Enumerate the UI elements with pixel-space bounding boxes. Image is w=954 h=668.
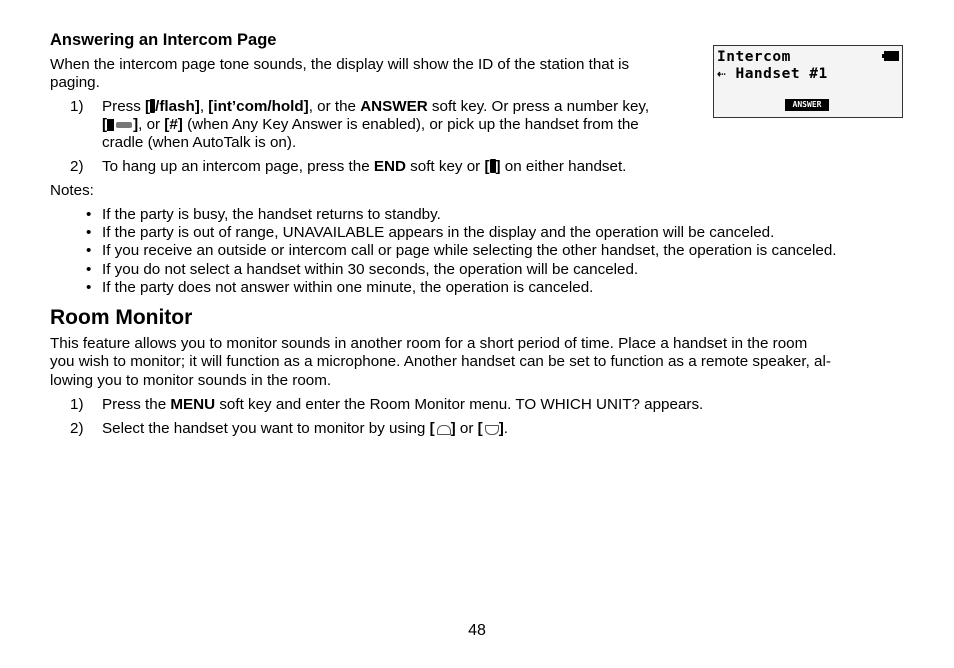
notes-label: Notes: xyxy=(50,182,94,199)
room-step1-line: Press the MENU soft key and enter the Room Monitor menu. TO WHICH UNIT? appears. xyxy=(102,396,704,413)
step-number: 1) xyxy=(70,396,84,413)
note-item: If you receive an outside or intercom call or page while selecting the other handset, the operation is canceled. xyxy=(102,242,837,259)
step-number: 1) xyxy=(70,98,84,115)
bullet: • xyxy=(86,206,92,223)
bullet: • xyxy=(86,242,92,259)
note-item: If the party is busy, the handset returns to standby. xyxy=(102,206,441,223)
lcd-answer-softkey: ANSWER xyxy=(785,99,829,111)
down-arrow-key-icon xyxy=(483,423,499,435)
step-text: Press xyxy=(102,98,146,115)
bullet: • xyxy=(86,261,92,278)
down-key-label: [ ] xyxy=(477,420,504,437)
flash-key-label: [ /flash] xyxy=(145,98,200,115)
lcd-line2: ⇠ Handset #1 xyxy=(717,66,828,82)
pound-key-label: [#] xyxy=(164,116,183,133)
note-item: If the party is out of range, UNAVAILABLE appears in the display and the operation will be canceled. xyxy=(102,224,775,241)
lcd-display-illustration xyxy=(713,45,903,118)
room-monitor-intro-line2: you wish to monitor; it will function as a microphone. Another handset can be set to function as a remote speaker, al- xyxy=(50,353,831,370)
section-heading-answering-intercom: Answering an Intercom Page xyxy=(50,31,277,49)
intercom-key-icon xyxy=(107,119,133,131)
intro-text-line1: When the intercom page tone sounds, the display will show the ID of the station that is xyxy=(50,56,630,73)
end-softkey-label: END xyxy=(373,158,406,175)
step-number: 2) xyxy=(70,420,84,437)
answer-softkey-label: ANSWER xyxy=(360,98,428,115)
intercom-key-label: [ ] xyxy=(102,116,139,133)
intcom-hold-key-label: [int’com/hold] xyxy=(208,98,309,115)
note-item: If you do not select a handset within 30 seconds, the operation will be canceled. xyxy=(102,261,639,278)
step1-line2: [ ], or [#] (when Any Key Answer is enabled), or pick up the handset from the xyxy=(102,116,639,133)
room-monitor-intro-line1: This feature allows you to monitor sounds in another room for a short period of time. Place a handset in the room xyxy=(50,335,808,352)
end-key-label: [ ] xyxy=(484,158,501,175)
bullet: • xyxy=(86,224,92,241)
room-step2-line: Select the handset you want to monitor by using [ ] or [ ]. xyxy=(102,420,509,437)
step-number: 2) xyxy=(70,158,84,175)
step2-line: To hang up an intercom page, press the END soft key or [ ] on either handset. xyxy=(102,158,627,175)
bullet: • xyxy=(86,279,92,296)
step1-line3: cradle (when AutoTalk is on). xyxy=(102,134,297,151)
section-heading-room-monitor: Room Monitor xyxy=(50,306,193,329)
room-monitor-intro-line3: lowing you to monitor sounds in the room. xyxy=(50,372,332,389)
battery-icon xyxy=(884,51,899,61)
step1-line1: Press [ /flash], [int’com/hold], or the ANSWER soft key. Or press a number key, xyxy=(102,98,650,115)
note-item: If the party does not answer within one minute, the operation is canceled. xyxy=(102,279,594,296)
page-number: 48 xyxy=(468,622,486,639)
up-key-label: [ ] xyxy=(429,420,456,437)
lcd-line1: Intercom xyxy=(717,49,791,65)
intro-text-line2: paging. xyxy=(50,74,100,91)
up-arrow-key-icon xyxy=(435,423,451,435)
menu-softkey-label: MENU xyxy=(170,396,216,413)
